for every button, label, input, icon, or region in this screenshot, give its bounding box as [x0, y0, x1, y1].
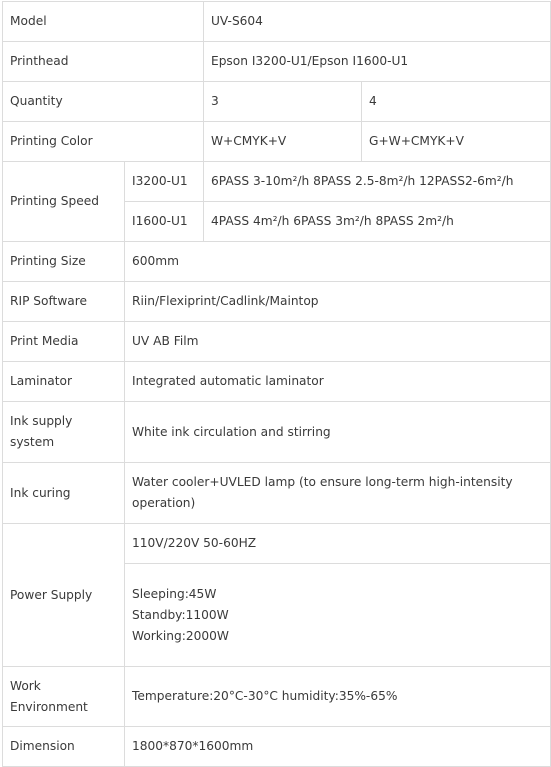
model-value: UV-S604	[204, 2, 551, 42]
row-printing-size	[3, 242, 551, 282]
printing-color-value-2: G+W+CMYK+V	[362, 122, 551, 162]
row-printing-speed-1	[3, 162, 551, 202]
power-supply-voltage: 110V/220V 50-60HZ	[125, 524, 551, 564]
printing-size-value: 600mm	[125, 242, 551, 282]
print-media-value: UV AB Film	[125, 322, 551, 362]
row-printing-color	[3, 122, 551, 162]
printing-size-label: Printing Size	[3, 242, 125, 282]
row-ink-supply	[3, 402, 551, 463]
spec-table	[2, 1, 551, 767]
rip-software-label: RIP Software	[3, 282, 125, 322]
printing-speed-value-2: 4PASS 4m²/h 6PASS 3m²/h 8PASS 2m²/h	[204, 202, 551, 242]
row-print-media	[3, 322, 551, 362]
printing-speed-value-1: 6PASS 3-10m²/h 8PASS 2.5-8m²/h 12PASS2-6m²/h	[204, 162, 551, 202]
ink-curing-label: Ink curing	[3, 463, 125, 524]
row-ink-curing	[3, 463, 551, 524]
power-standby: Standby:1100W	[132, 607, 229, 622]
row-quantity	[3, 82, 551, 122]
row-work-environment	[3, 667, 551, 727]
printing-color-value-1: W+CMYK+V	[204, 122, 362, 162]
printing-speed-head-1: I3200-U1	[125, 162, 204, 202]
power-supply-consumption	[125, 564, 551, 667]
row-rip-software	[3, 282, 551, 322]
printing-speed-label: Printing Speed	[3, 162, 125, 242]
power-supply-label: Power Supply	[3, 524, 125, 667]
power-working: Working:2000W	[132, 628, 229, 643]
power-sleeping: Sleeping:45W	[132, 586, 217, 601]
quantity-value-1: 3	[204, 82, 362, 122]
row-model	[3, 2, 551, 42]
ink-supply-value: White ink circulation and stirring	[125, 402, 551, 463]
printhead-value: Epson I3200-U1/Epson I1600-U1	[204, 42, 551, 82]
ink-curing-value: Water cooler+UVLED lamp (to ensure long-term high-intensity operation)	[125, 463, 551, 524]
work-environment-value: Temperature:20°C-30°C humidity:35%-65%	[125, 667, 551, 727]
printing-speed-head-2: I1600-U1	[125, 202, 204, 242]
ink-supply-label: Ink supply system	[3, 402, 125, 463]
row-power-supply-1	[3, 524, 551, 564]
printing-color-label: Printing Color	[3, 122, 204, 162]
quantity-label: Quantity	[3, 82, 204, 122]
laminator-label: Laminator	[3, 362, 125, 402]
row-printhead	[3, 42, 551, 82]
row-laminator	[3, 362, 551, 402]
print-media-label: Print Media	[3, 322, 125, 362]
work-environment-label: Work Environment	[3, 667, 125, 727]
row-dimension	[3, 727, 551, 767]
dimension-value: 1800*870*1600mm	[125, 727, 551, 767]
model-label: Model	[3, 2, 204, 42]
printhead-label: Printhead	[3, 42, 204, 82]
laminator-value: Integrated automatic laminator	[125, 362, 551, 402]
dimension-label: Dimension	[3, 727, 125, 767]
rip-software-value: Riin/Flexiprint/Cadlink/Maintop	[125, 282, 551, 322]
quantity-value-2: 4	[362, 82, 551, 122]
